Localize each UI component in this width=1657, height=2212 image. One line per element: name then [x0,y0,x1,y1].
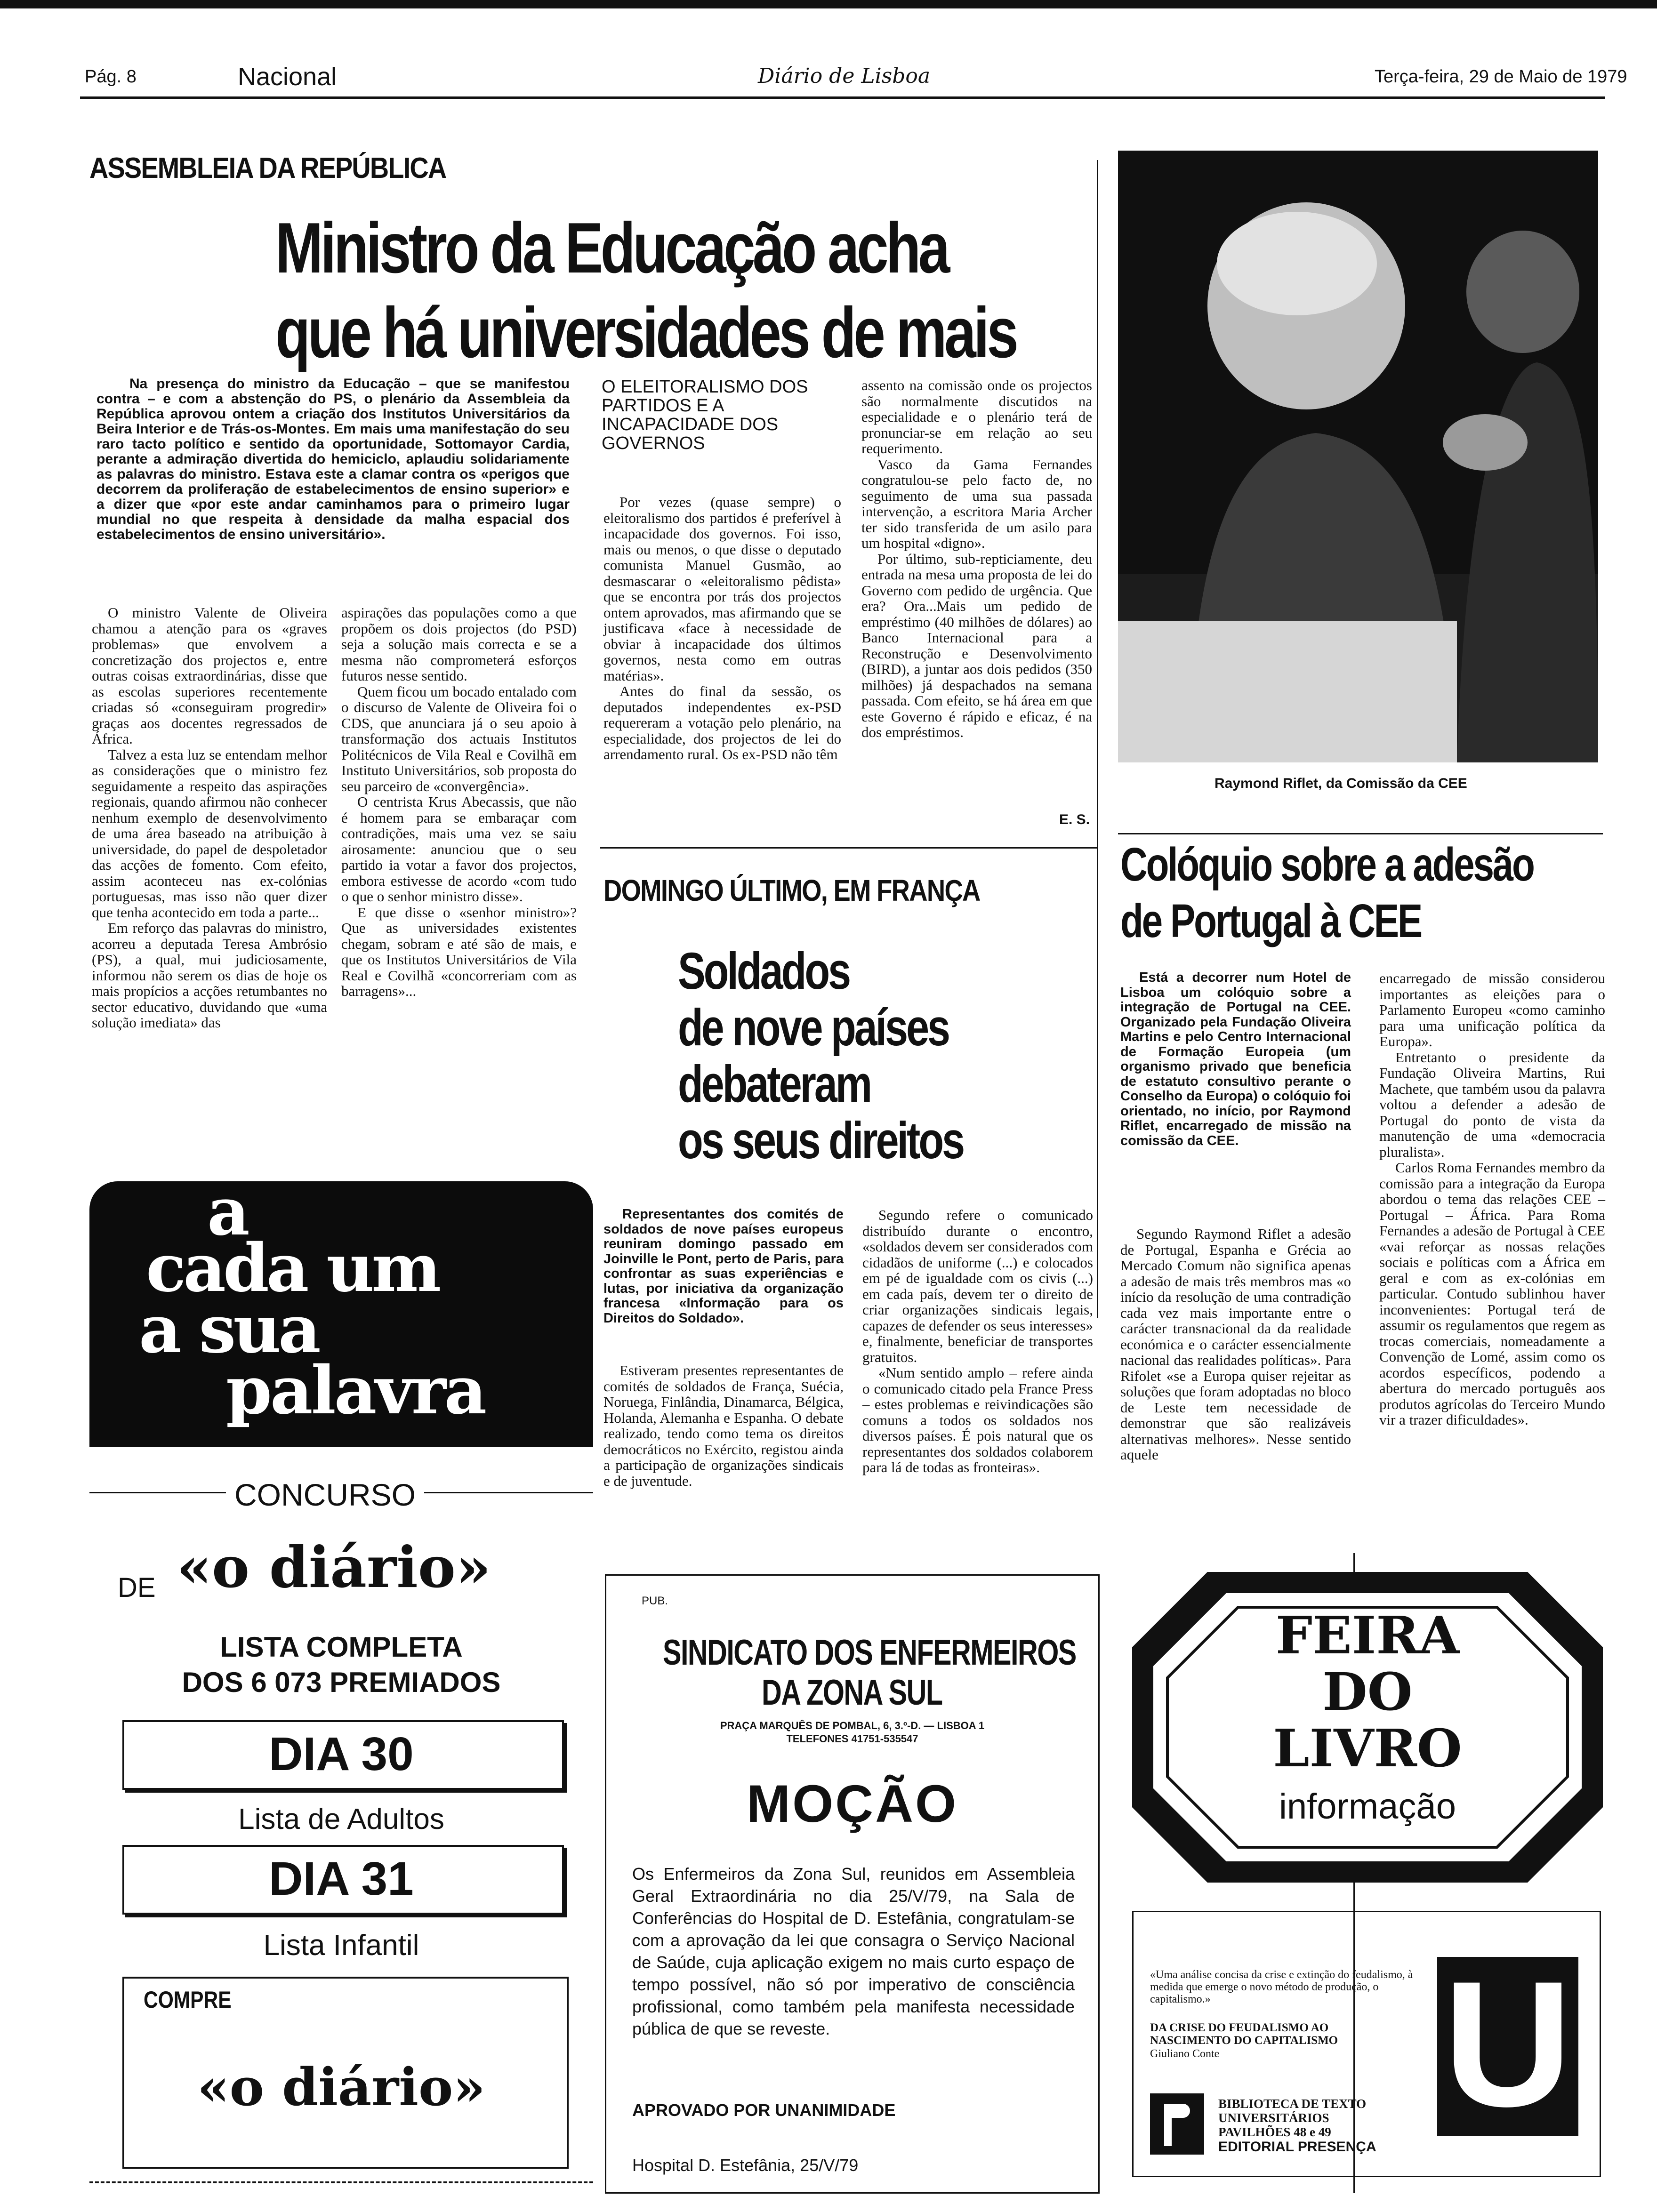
paragraph: O centrista Krus Abecassis, que não é homem para se embaraçar com contradições, mais uma vez se saiu airosamente: anunciou que o seu partido ia votar a favor dos projectos, embora estivesse de acordo «com tudo o que o senhor ministro disse». [341,793,577,905]
presenca-publisher: EDITORIAL PRESENÇA [1218,2139,1376,2155]
paragraph: Quem ficou um bocado entalado com o discurso de Valente de Oliveira foi o CDS, que anunciara já o seu apoio à transformação dos actuais Institutos Politécnicos de Vila Real e Covilhã em Instituto Universitários, sob proposta do seu parceiro de «convergência». [341,683,577,794]
paragraph: Vasco da Gama Fernandes congratulou-se pelo facto de, no seguimento de uma sua passada intervenção, a escritora Maria Archer ter sido transferida de um asilo para um hospital «digno». [861,456,1092,551]
paragraph: Talvez a esta luz se entendam melhor as considerações que o ministro fez seguidamente a respeito das aspirações regionais, quando afirmou não conhecer nenhum exemplo de desenvolvimento de uma área baseado na atribuição à universidade, do papel de despoletador das acções de fomento. Com efeito, assim aconteceu nas ex-colónias portuguesas, mas isso não quer dizer que tenha acontecido em toda a parte... [92,746,327,921]
concurso-list-1: LISTA COMPLETA [220,1631,463,1663]
article1-kicker: ASSEMBLEIA DA REPÚBLICA [89,152,446,184]
presenca-logo [1150,2093,1204,2155]
article1-headline-1: Ministro da Educação acha [275,208,948,288]
paragraph: encarregado de missão considerou importantes as eleições para o Parlamento Europeu «como caminho para uma unificação política da Europa». [1379,970,1605,1050]
paragraph: O ministro Valente de Oliveira chamou a atenção para os «graves problemas» que envolvem a concretização dos projectos e, entre outras coisas extraordinárias, disse que as escolas superiores recentemente criadas só «conseguiram progredir» graças aos docentes regressados de África. [92,604,327,747]
concurso-adults: Lista de Adultos [238,1803,444,1835]
paragraph: aspirações das populações como a que propõem os dois projectos (do PSD) seja a solução mais correcta e se a mesma não comprometerá esforços futuros nesse sentido. [341,604,577,684]
paragraph: Carlos Roma Fernandes membro da comissão para a integração da Europa abordou o tema das relações CEE – Portugal – África. Para Roma Fernandes a adesão de Portugal à CEE «vai reforçar as nossas relações sociais e políticas com a África em geral e com as ex-colónias em particular. Contudo sublinhou haver inconvenientes: Portugal terá de assumir os regulamentos que regem as trocas comerciais, nomeadamente a Convenção de Lomé, assim como os acordos específicos, podendo a abertura do mercado português aos produtos agrícolas do Terceiro Mundo vir a trazer dificuldades». [1379,1159,1605,1428]
ad-palavra-line-1: a [207,1181,250,1250]
article3-headline-1: Soldados [678,942,850,1000]
concurso-buy: COMPRE [144,1987,232,2013]
sindicato-address: PRAÇA MARQUÊS DE POMBAL, 6, 3.º-D. — LISBOA 1 [720,1720,985,1731]
ad-feira-livro [1132,1572,1603,1883]
sindicato-phones: TELEFONES 41751-535547 [786,1733,918,1745]
paragraph: «Num sentido amplo – refere ainda o comunicado citado pela France Press – estes problemas e reivindicações são comuns a todos os soldados nos diversos países. É pois natural que os representantes dos soldados colaborem para lá de todas as fronteiras». [862,1364,1093,1475]
article1-subhead: O ELEITORALISMO DOS PARTIDOS E A INCAPACIDADE DOS GOVERNOS [602,377,808,453]
article3-kicker: DOMINGO ÚLTIMO, EM FRANÇA [603,874,980,907]
article2-col2 [1379,970,1605,1428]
article1-col4 [861,377,1092,740]
sindicato-name-2: DA ZONA SUL [762,1673,942,1713]
article2-col1 [1120,1226,1351,1463]
article1-col2 [341,605,577,999]
article1-signature: E. S. [1059,812,1090,827]
feira-line-3: LIVRO [1273,1718,1462,1779]
sindicato-place: Hospital D. Estefânia, 25/V/79 [632,2156,859,2175]
presenca-blurb: «Uma análise concisa da crise e extinção do feudalismo, à medida que emerge o novo método de produção, o capitalismo.» [1150,1969,1413,2005]
concurso-de: DE [118,1572,156,1603]
paragraph: Por vezes (quase sempre) o eleitoralismo dos partidos é preferível à incapacidade dos governos. Foi isso, mais ou menos, o que disse o deputado comunista Manuel Gusmão, ao desmascarar o «eleitoralismo pêdista» que se encontra por trás dos projectos ontem aprovados, mas afirmando que se justificava «face à necessidade de obviar à incapacidade dos últimos governos, nesta como em outras matérias». [603,494,841,684]
ad-sindicato [605,1574,1100,2194]
article3-col1 [603,1362,844,1489]
article3-headline-3: debateram [678,1055,871,1113]
feira-info: informação [1279,1787,1456,1827]
paragraph: Segundo Raymond Riflet a adesão de Portugal, Espanha e Grécia ao Mercado Comum não significa apenas a adesão de mais três membros mas «o início da resolução de uma contradição cada vez mais importante entre o carácter transnacional da da realidade económica e o carácter essencialmente nacional das realidades políticas». Para Rifolet «se a Europa quiser rejeitar as soluções que foram adoptadas no bloco de Leste tem necessidade de demonstrar que são realizáveis alternativas melhores». Nesse sentido aquele [1120,1226,1351,1463]
presenca-big-letter: U [1443,1944,1573,2144]
page-number: Pág. 8 [85,67,137,87]
presenca-author: Giuliano Conte [1150,2048,1220,2060]
feira-line-2: DO [1322,1661,1413,1722]
article1-col1 [92,605,327,1031]
concurso-day31: DIA 31 [269,1852,414,1905]
paragraph: E que disse o «senhor ministro»? Que as universidades existentes chegam, sobram e até são de mais, e que os Institutos Universitários de Vila Real e Covilhã «concorreriam com as barragens»... [341,904,577,999]
issue-date: Terça-feira, 29 de Maio de 1979 [1375,67,1627,87]
paragraph: Antes do final da sessão, os deputados independentes ex-PSD requereram a votação pelo plenário, na especialidade, dos projectos de lei do arrendamento rural. Os ex-PSD não têm [603,683,841,762]
presenca-collection-1: BIBLIOTECA DE TEXTO [1218,2097,1367,2111]
ad-concurso [89,1473,593,2198]
article1-col3 [603,494,841,762]
paragraph: Em reforço das palavras do ministro, acorreu a deputada Teresa Ambrósio (PS), a qual, mui judiciosamente, informou não serem os dias de hoje os mais propícios a acções retumbantes no sector educativo, duvidando que «uma solução imediata» das [92,920,327,1031]
paragraph: Entretanto o presidente da Fundação Oliveira Martins, Rui Machete, que também usou da palavra voltou a defender a adesão de Portugal do ponto de vista da manutenção de uma «democracia pluralista». [1379,1049,1605,1160]
masthead [0,0,1657,113]
ad-palavra-line-2: cada um [146,1230,439,1307]
concurso-paper: «o diário» [177,1534,491,1601]
ad-palavra [89,1181,593,1447]
article3-headline-2: de nove países [678,999,949,1057]
article3-lead: Representantes dos comités de soldados de nove países europeus reuniram domingo passado em Joinville le Pont, perto de Paris, para confrontar as suas experiências e lutas, por iniciativa da organização francesa «Informação para os Direitos do Soldado». [603,1207,844,1326]
section-name: Nacional [238,63,337,91]
ad-palavra-line-4: palavra [226,1352,485,1429]
article2-headline-2: de Portugal à CEE [1120,895,1422,947]
sindicato-approved: APROVADO POR UNANIMIDADE [632,2100,896,2120]
presenca-stands: PAVILHÕES 48 e 49 [1218,2125,1331,2139]
ad-palavra-line-3: a sua [139,1291,318,1368]
presenca-book: DA CRISE DO FEUDALISMO AO NASCIMENTO DO CAPITALISMO [1150,2021,1338,2047]
paragraph: assento na comissão onde os projectos são normalmente discutidos na especialidade e o plenário terá de pronunciar-se em relação ao seu requerimento. [861,377,1092,457]
sindicato-pub: PUB. [642,1595,668,1607]
concurso-day30: DIA 30 [269,1728,414,1780]
sindicato-name-1: SINDICATO DOS ENFERMEIROS [663,1633,1076,1673]
ad-presenca [1132,1911,1601,2177]
paragraph: Por último, sub-repticiamente, deu entrada na mesa uma proposta de lei do Governo com pedido de urgência. Que era? Ora...Mais um pedido de empréstimo (40 milhões de dólares) ao Banco Internacional para a Reconstrução e Desenvolvimento (BIRD), a juntar aos dois pedidos (350 milhões) já despachados na semana passada. Com efeito, se há área em que este Governo é rápido e eficaz, é na dos empréstimos. [861,550,1092,740]
article3-headline-4: os seus direitos [678,1112,964,1170]
sindicato-text: Os Enfermeiros da Zona Sul, reunidos em Assembleia Geral Extraordinária no dia 25/V/79, na Sala de Conferências do Hospital de D. Estefânia, congratulam-se com a aprovação da lei que consagra o Serviço Nacional de Saúde, cuja aplicação exigem no mais curto espaço de tempo possível, não só por imperativo de consciência profissional, como também pela manifesta necessidade pública de que se reveste. [632,1864,1075,2038]
article1-headline-2: que há universidades de mais [275,293,1016,373]
concurso-children: Lista Infantil [263,1929,419,1962]
concurso-title: CONCURSO [226,1477,424,1513]
photo-image [1118,151,1598,762]
sindicato-title: MOÇÃO [746,1774,958,1833]
concurso-list-2: DOS 6 073 PREMIADOS [182,1667,501,1698]
article2-headline-1: Colóquio sobre a adesão [1120,838,1534,891]
column-rule [1097,160,1098,1318]
photo-caption: Raymond Riflet, da Comissão da CEE [1215,776,1467,791]
paper-name: Diário de Lisboa [758,64,931,88]
article1-lead: Na presença do ministro da Educação – que se manifestou contra – e com a abstenção do PS, o plenário da Assembleia da República aprovou ontem a criação dos Institutos Universitários da Beira Interior e de Trás-os-Montes. Em mais uma manifestação do seu raro tacto político e sentido da oportunidade, Sottomayor Cardia, perante a admiração divertida do hemiciclo, aplaudiu solidariamente as palavras do ministro. Estava este a clamar contra os «perigos que decorrem da proliferação de estabelecimentos de ensino superior» e a dizer que «por este andar caminhamos para o primeiro lugar mundial no que respeita à densidade da malha espacial dos estabelecimentos de ensino universitário». [97,376,570,542]
concurso-buy-paper: «o diário» [197,2057,486,2117]
feira-line-1: FEIRA [1275,1605,1460,1666]
paragraph: Segundo refere o comunicado distribuído durante o encontro, «soldados devem ser considerados com cidadãos de uniforme (...) e colocados em pé de igualdade com os civis (...) em cada país, devem ter o direito de criar organizações sindicais legais, capazes de defender os seus interesses» e, finalmente, beneficiar de transportes gratuitos. [862,1207,1093,1365]
article2-lead: Está a decorrer num Hotel de Lisboa um colóquio sobre a integração de Portugal na CEE. Organizado pela Fundação Oliveira Martins e pelo Centro Internacional de Formação Europeia (um organismo privado que beneficia de estatuto consultivo perante o Conselho da Europa) o colóquio foi orientado, no início, por Raymond Riflet, encarregado de missão na comissão da CEE. [1120,970,1351,1148]
paragraph: Estiveram presentes representantes de comités de soldados de França, Suécia, Noruega, Finlândia, Dinamarca, Bélgica, Holanda, Alemanha e Espanha. O debate realizado, tendo como tema os direitos democráticos no Exército, registou ainda a participação de organizações sindicais e de juventude. [603,1362,844,1489]
presenca-collection-2: UNIVERSITÁRIOS [1218,2111,1329,2125]
photo-raymond-riflet [1118,151,1598,762]
article3-col2 [862,1207,1093,1475]
